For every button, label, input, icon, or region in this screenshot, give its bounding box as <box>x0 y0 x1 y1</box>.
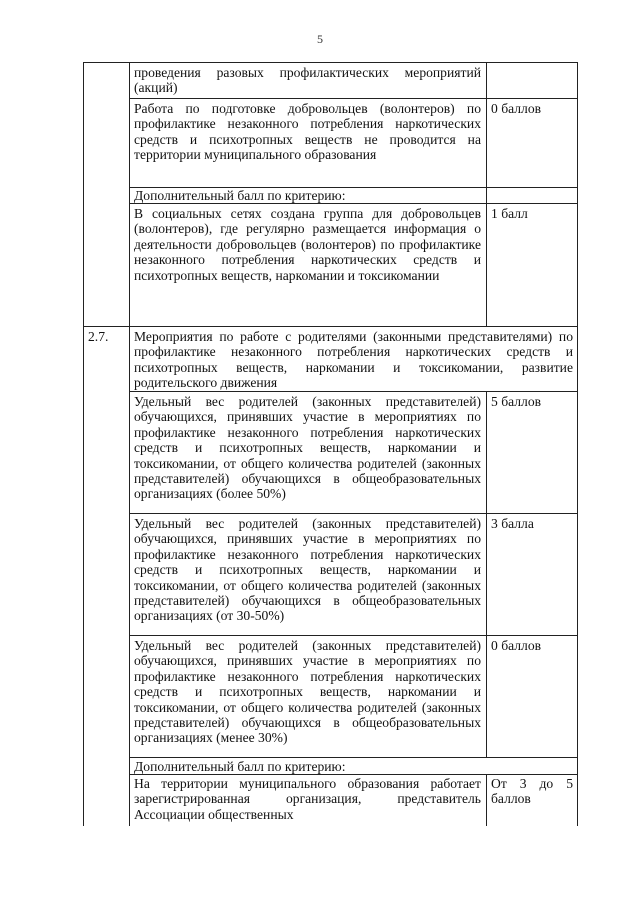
row-score <box>491 394 573 409</box>
row-text <box>134 776 481 822</box>
score-value: От 3 до 5 баллов <box>491 776 573 807</box>
score-value: 0 баллов <box>491 638 542 653</box>
row-text <box>134 394 481 502</box>
score-value: 3 балла <box>491 516 534 531</box>
row-text <box>134 188 481 203</box>
item-number: 2.7. <box>88 329 109 344</box>
row-text <box>134 101 481 163</box>
page-number: 5 <box>317 32 323 46</box>
score-value: 0 баллов <box>491 101 542 116</box>
row-text-content: Удельный вес родителей (законных представителей) обучающихся, принявших участие в мероприятиях по профилактике незаконного потребления наркотических средств и психотропных веществ, наркомании и токсикомании, от общего количества родителей (законных представителей) обучающихся в общеобразовательных организациях (менее 30%) <box>134 638 481 746</box>
row-score <box>491 516 573 531</box>
section-heading: Мероприятия по работе с родителями (законными представителями) по профилактике незаконного потребления наркотических средств и психотропных веществ, наркомании и токсикомании, развитие родительского движения <box>134 329 573 391</box>
row-text-content: На территории муниципального образования работает зарегистрированная организация, представитель Ассоциации общественных <box>134 776 481 822</box>
score-value: 1 балл <box>491 206 528 221</box>
row-text <box>134 638 481 746</box>
row-score <box>491 206 573 221</box>
row-score <box>491 101 573 116</box>
row-text <box>134 206 481 283</box>
row-score <box>491 638 573 653</box>
row-text <box>134 65 481 96</box>
row-text-content: Удельный вес родителей (законных представителей) обучающихся, принявших участие в мероприятиях по профилактике незаконного потребления наркотических средств и психотропных веществ, наркомании и токсикомании, от общего количества родителей (законных представителей) обучающихся в общеобразовательных организациях (от 30-50%) <box>134 516 481 624</box>
score-value: 5 баллов <box>491 394 542 409</box>
row-text-content: Работа по подготовке добровольцев (волонтеров) по профилактике незаконного потребления наркотических средств и психотропных веществ не проводится на территории муниципального образования <box>134 101 481 163</box>
row-text-content: проведения разовых профилактических мероприятий (акций) <box>134 65 481 96</box>
row-text <box>134 759 481 774</box>
row-text-content: Удельный вес родителей (законных представителей) обучающихся, принявших участие в мероприятиях по профилактике незаконного потребления наркотических средств и психотропных веществ, наркомании и токсикомании, от общего количества родителей (законных представителей) обучающихся в общеобразовательных организациях (более 50%) <box>134 394 481 502</box>
row-text <box>134 329 573 391</box>
row-text-content: В социальных сетях создана группа для добровольцев (волонтеров), где регулярно размещается информация о деятельности добровольцев (волонтеров) по профилактике незаконного потребления наркотических средств и психотропных веществ, наркомании и токсикомании <box>134 206 481 283</box>
additional-score-heading: Дополнительный балл по критерию: <box>134 188 346 203</box>
row-score <box>491 776 573 807</box>
row-text <box>134 516 481 624</box>
additional-score-heading: Дополнительный балл по критерию: <box>134 759 346 774</box>
